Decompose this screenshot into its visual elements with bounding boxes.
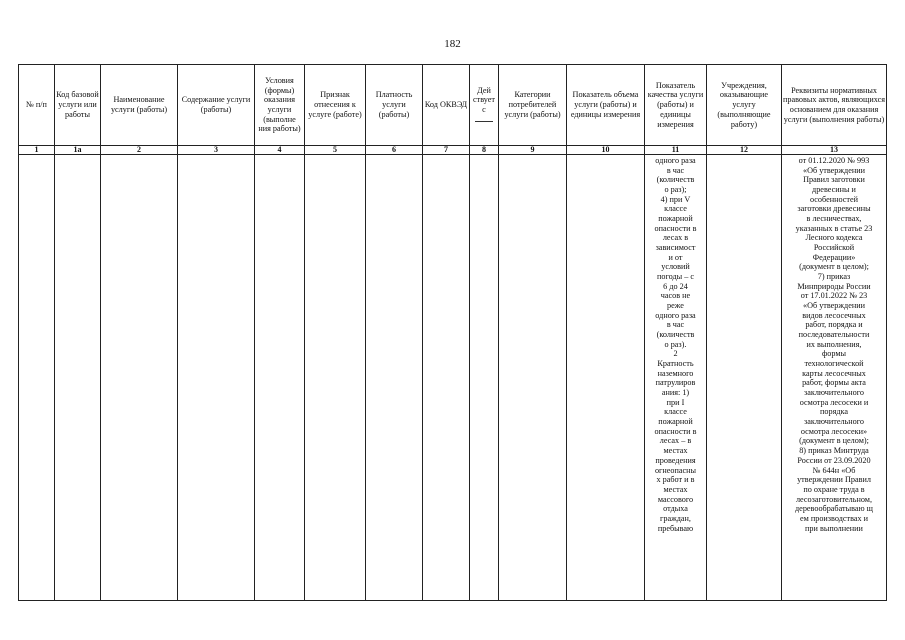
text-line: деревообрабатываю щ xyxy=(795,504,873,514)
text-line: граждан, xyxy=(660,513,691,523)
column-number: 9 xyxy=(499,146,567,155)
text-line: видов лесосечных xyxy=(802,310,866,320)
text-line: пожарной xyxy=(658,214,693,224)
table-cell xyxy=(567,155,645,601)
table-cell xyxy=(470,155,499,601)
header-cell: Платность услуги (работы) xyxy=(366,65,423,146)
text-line: заготовки древесины xyxy=(797,204,871,214)
text-line: Федерации» xyxy=(812,252,856,262)
text-line: опасности в xyxy=(654,426,697,436)
column-number-row xyxy=(19,146,887,155)
column-number: 11 xyxy=(645,146,707,155)
text-line: 7) приказ xyxy=(817,272,851,282)
table-row xyxy=(19,155,887,601)
text-line: часов не xyxy=(660,291,691,301)
text-line: от 17.01.2022 № 23 xyxy=(800,291,868,301)
text-line: наземного xyxy=(657,368,694,378)
underline-rule xyxy=(475,119,493,122)
column-number: 13 xyxy=(782,146,887,155)
header-cell: Код базовой услуги или работы xyxy=(55,65,101,146)
text-line: Минприроды России xyxy=(797,281,871,291)
text-line: ания: 1) xyxy=(661,388,690,398)
text-line: одного раза xyxy=(655,310,696,320)
table-cell xyxy=(19,155,55,601)
header-cell: Признак отнесения к услуге (работе) xyxy=(305,65,366,146)
column-number: 6 xyxy=(366,146,423,155)
text-line: (количеств xyxy=(656,175,695,185)
text-line: одного раза xyxy=(655,156,696,165)
text-line: в час xyxy=(666,165,685,175)
text-line: местах xyxy=(663,484,688,494)
column-number: 5 xyxy=(305,146,366,155)
table-cell xyxy=(707,155,782,601)
text-line: «Об утверждении xyxy=(802,301,866,311)
text-line: работ, порядка и xyxy=(805,320,863,330)
text-line: местах xyxy=(663,446,688,456)
text-line: их выполнения, xyxy=(806,339,862,349)
text-line: работ, формы акта xyxy=(802,378,866,388)
table-cell xyxy=(499,155,567,601)
text-line: в час xyxy=(666,320,685,330)
text-line: заключительного xyxy=(804,417,864,427)
text-line: классе xyxy=(664,407,687,417)
text-line: Кратность xyxy=(657,359,694,369)
header-cell: Реквизиты нормативных правовых актов, являющихся основанием для оказания услуги (выполнения работы) xyxy=(782,65,887,146)
text-line: «Об утверждении xyxy=(802,165,866,175)
text-line: 4) при V xyxy=(660,194,691,204)
header-cell: Наименование услуги (работы) xyxy=(101,65,178,146)
text-line: древесины и xyxy=(812,185,856,195)
text-line: лесах в xyxy=(662,233,689,243)
header-cell: Условия (формы) оказания услуги (выполне ния работы) xyxy=(255,65,305,146)
text-line: осмотра лесосеки» xyxy=(800,426,868,436)
table-cell xyxy=(423,155,470,601)
text-line: России от 23.09.2020 xyxy=(797,455,871,465)
text-line: 8) приказ Минтруда xyxy=(799,446,869,456)
text-line: от 01.12.2020 № 993 xyxy=(798,156,870,165)
header-cell: Содержание услуги (работы) xyxy=(178,65,255,146)
text-line: погоды – с xyxy=(657,272,694,282)
table-cell xyxy=(255,155,305,601)
column-number: 1 xyxy=(19,146,55,155)
text-line: реже xyxy=(667,301,684,311)
column-number: 12 xyxy=(707,146,782,155)
text-line: осмотра лесосеки и xyxy=(799,397,869,407)
column-number: 10 xyxy=(567,146,645,155)
text-line: (документ в целом); xyxy=(799,262,869,272)
text-line: проведения xyxy=(655,455,696,465)
text-line: классе xyxy=(664,204,687,214)
text-line: о раз); xyxy=(664,185,687,195)
table-cell xyxy=(178,155,255,601)
text-line: 2 xyxy=(673,349,678,359)
column-number: 3 xyxy=(178,146,255,155)
text-line: заключительного xyxy=(804,388,864,398)
text-line: Правил заготовки xyxy=(803,175,865,185)
header-row xyxy=(19,65,887,146)
quality-indicator-cell xyxy=(645,155,707,601)
text-line: Лесного кодекса xyxy=(805,233,863,243)
text-line: (документ в целом); xyxy=(799,436,869,446)
text-line: зависимост xyxy=(655,243,696,253)
text-line: формы xyxy=(821,349,847,359)
text-line: и от xyxy=(668,252,683,262)
text-line: х работ и в xyxy=(656,475,695,485)
text-line: о раз). xyxy=(664,339,687,349)
page-number: 182 xyxy=(444,38,461,50)
legal-acts-cell xyxy=(782,155,887,601)
text-line: условий xyxy=(661,262,690,272)
text-line: опасности в xyxy=(654,223,697,233)
text-line: лесах – в xyxy=(659,436,692,446)
text-line: указанных в статье 23 xyxy=(795,223,873,233)
header-cell-text: Дей ствует с xyxy=(473,85,495,114)
text-line: лесозаготовительном, xyxy=(795,494,873,504)
table-cell xyxy=(101,155,178,601)
column-number: 1а xyxy=(55,146,101,155)
text-line: 6 до 24 xyxy=(663,281,688,291)
text-line: последовательности xyxy=(798,330,870,340)
table-cell xyxy=(366,155,423,601)
table-cell xyxy=(305,155,366,601)
text-line: отдыха xyxy=(663,504,688,514)
text-line: массового xyxy=(657,494,694,504)
column-number: 8 xyxy=(470,146,499,155)
text-line: утверждении Правил xyxy=(797,475,871,485)
text-line: (количеств xyxy=(656,330,695,340)
column-number: 7 xyxy=(423,146,470,155)
header-cell: Показатель объема услуги (работы) и единицы измерения xyxy=(567,65,645,146)
text-line: пожарной xyxy=(658,417,693,427)
header-cell: Показатель качества услуги (работы) и единицы измерения xyxy=(645,65,707,146)
column-number: 2 xyxy=(101,146,178,155)
header-cell: Категории потребителей услуги (работы) xyxy=(499,65,567,146)
text-line: огнеопасны xyxy=(654,465,697,475)
text-line: патрулиров xyxy=(655,378,696,388)
header-cell: Код ОКВЭД xyxy=(423,65,470,146)
table-cell xyxy=(55,155,101,601)
column-number: 4 xyxy=(255,146,305,155)
text-line: пребываю xyxy=(657,523,694,533)
header-cell: № п/п xyxy=(19,65,55,146)
header-cell: Учреждения, оказывающие услугу (выполняющие работу) xyxy=(707,65,782,146)
text-line: особенностей xyxy=(809,194,858,204)
text-line: по охране труда в xyxy=(803,484,865,494)
text-line: при выполнении xyxy=(805,523,863,533)
text-line: Российской xyxy=(813,243,855,253)
header-cell xyxy=(470,65,499,146)
text-line: технологической xyxy=(804,359,864,369)
text-line: порядка xyxy=(820,407,848,417)
text-line: в лесничествах, xyxy=(806,214,862,224)
text-line: № 644н «Об xyxy=(812,465,856,475)
text-line: при I xyxy=(666,397,685,407)
services-table xyxy=(18,64,887,601)
text-line: ем производствах и xyxy=(799,513,868,523)
text-line: карты лесосечных xyxy=(802,368,866,378)
